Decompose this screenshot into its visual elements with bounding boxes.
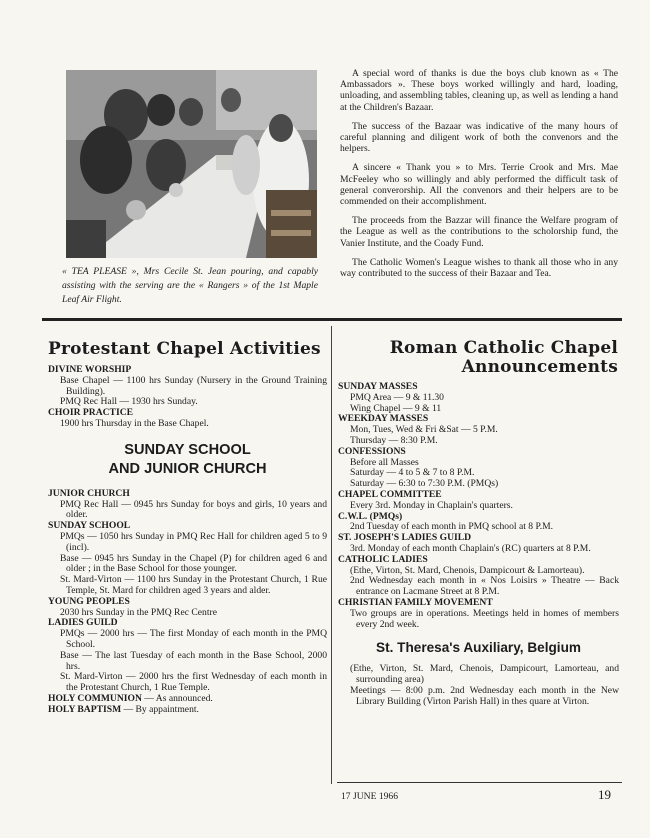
section-heading: CHAPEL COMMITTEE: [338, 488, 442, 500]
article-paragraph: A special word of thanks is due the boys club known as « The Ambassadors ». These boys worked willingly and hard, loading, unloading, and assembling tables, cleaning up, as well as lending a hand at the Children's Bazaar.: [340, 68, 618, 113]
schedule-line: PMQ Area — 9 & 11.30: [350, 391, 444, 403]
section-heading: WEEKDAY MASSES: [338, 413, 429, 425]
sunday-school-heading: [48, 441, 327, 479]
catholic-heading: [338, 339, 618, 377]
schedule-line: 2nd Tuesday of each month in PMQ school at 8 P.M.: [350, 521, 554, 533]
schedule-line: PMQ Rec Hall — 1930 hrs Sunday.: [60, 396, 198, 408]
article-paragraph: A sincere « Thank you » to Mrs. Terrie Crook and Mrs. Mae McFeeley who so willingly and ably performed the difficult task of general converorship. All the convenors and their helpers are to be commended on their accomplishment.: [340, 162, 618, 208]
st-theresa-heading: St. Theresa's Auxiliary, Belgium: [376, 640, 581, 656]
schedule-text: — As announced.: [141, 692, 213, 704]
section-heading: C.W.L. (PMQs): [338, 510, 403, 522]
section-heading: CHOIR PRACTICE: [48, 407, 134, 419]
article-paragraph: The proceeds from the Bazzar will finance the Welfare program of the League as well as the contributions to the scholorship fund, the Vanier Institute, and the Coady Fund.: [340, 215, 618, 249]
schedule-line: Base Chapel — 1100 hrs Sunday (Nursery in the Ground Training Building).: [60, 374, 327, 397]
schedule-line: PMQ Rec Hall — 0945 hrs Sunday for boys and girls, 10 years and older.: [60, 498, 327, 521]
schedule-line: Before all Masses: [350, 456, 419, 468]
section-heading: CATHOLIC LADIES: [338, 553, 428, 565]
sunday-school-heading-line: SUNDAY SCHOOL: [124, 441, 251, 458]
holy-baptism-line: [48, 705, 327, 716]
section-heading: JUNIOR CHURCH: [48, 487, 130, 499]
schedule-line: 1900 hrs Thursday in the Base Chapel.: [60, 417, 209, 429]
section-heading: CONFESSIONS: [338, 445, 406, 457]
schedule-line: St. Mard-Virton — 2000 hrs the first Wednesday of each month in the Protestant Church, 1 Rue Temple.: [60, 671, 327, 694]
schedule-line: PMQs — 2000 hrs — The first Monday of each month in the PMQ School.: [60, 628, 327, 650]
schedule-line: 3rd. Monday of each month Chaplain's (RC) quarters at 8 P.M.: [350, 542, 591, 554]
catholic-heading-line: Announcements: [461, 357, 618, 377]
schedule-line: Mon, Tues, Wed & Fri &Sat — 5 P.M.: [350, 424, 498, 436]
catholic-heading-line: Roman Catholic Chapel: [389, 338, 618, 358]
section-heading: CHRISTIAN FAMILY MOVEMENT: [338, 596, 493, 608]
schedule-line: Wing Chapel — 9 & 11: [350, 402, 442, 414]
photo-caption: « TEA PLEASE », Mrs Cecile St. Jean pouring, and capably assisting with the serving are the « Rangers » of the 1st Maple Leaf Air Flight.: [62, 266, 318, 305]
photo-illustration: [66, 70, 317, 258]
section-heading: SUNDAY SCHOOL: [48, 520, 131, 532]
schedule-line: (Ethe, Virton, St. Mard, Chenois, Dampicourt, Lamorteau, and surrounding area): [350, 663, 619, 686]
column-divider: [331, 326, 332, 784]
footer-date: 17 JUNE 1966: [341, 791, 399, 802]
photo-tea-party: [66, 70, 317, 258]
schedule-text: — By appaintment.: [121, 703, 199, 715]
protestant-heading: Protestant Chapel Activities: [48, 339, 321, 359]
schedule-line: Base — 0945 hrs Sunday in the Chapel (P) for children aged 6 and older ; in the Base School for those younger.: [60, 552, 327, 575]
section-heading: DIVINE WORSHIP: [48, 364, 132, 375]
schedule-line: 2nd Wednesday each month in « Nos Loisirs » Theatre — Back entrance on Lacmane Street at 8 P.M.: [350, 575, 619, 598]
schedule-line: Base — The last Tuesday of each month in the Base School, 2000 hrs.: [60, 649, 327, 672]
sunday-school-heading-line: AND JUNIOR CHURCH: [108, 460, 267, 477]
article-paragraph: The success of the Bazaar was indicative of the many hours of careful planning and diligent work of both the convenors and the helpers.: [340, 120, 618, 155]
schedule-line: Saturday — 4 to 5 & 7 to 8 P.M.: [350, 467, 475, 479]
schedule-line: Two groups are in operations. Meetings held in homes of members every 2nd week.: [350, 607, 619, 630]
schedule-line: (Ethe, Virton, St. Mard, Chenois, Dampicourt & Lamorteau).: [350, 564, 585, 576]
schedule-line: PMQs — 1050 hrs Sunday in PMQ Rec Hall for children aged 5 to 9 (incl).: [60, 530, 327, 553]
schedule-line: Thursday — 8:30 P.M.: [350, 434, 438, 446]
section-divider: [42, 318, 622, 321]
section-heading: HOLY BAPTISM: [48, 703, 122, 715]
schedule-line: Saturday — 6:30 to 7:30 P.M. (PMQs): [350, 478, 499, 490]
section-heading: LADIES GUILD: [48, 617, 118, 629]
schedule-line: 2030 hrs Sunday in the PMQ Rec Centre: [60, 606, 217, 618]
schedule-line: St. Mard-Virton — 1100 hrs Sunday in the Protestant Church, 1 Rue Temple, St. Mard for children aged 3 years and alder.: [60, 574, 327, 596]
section-heading: YOUNG PEOPLES: [48, 595, 130, 607]
catholic-column: [338, 382, 619, 708]
footer-rule: [337, 782, 622, 783]
page-number: 19: [598, 787, 611, 802]
section-heading: HOLY COMMUNION: [48, 692, 142, 704]
protestant-column: [48, 365, 327, 716]
schedule-line: Meetings — 8:00 p.m. 2nd Wednesday each month in the New Library Building (Virton Parish Hall) in thes quare at Virton.: [350, 684, 619, 707]
section-heading: ST. JOSEPH'S LADIES GUILD: [338, 532, 472, 544]
schedule-line: Every 3rd. Monday in Chaplain's quarters.: [350, 499, 513, 511]
section-heading: SUNDAY MASSES: [338, 381, 418, 392]
bazaar-article: [340, 68, 618, 287]
article-paragraph: The Catholic Women's League wishes to thank all those who in any way contributed to the success of their Bazaar and Tea.: [340, 256, 618, 280]
